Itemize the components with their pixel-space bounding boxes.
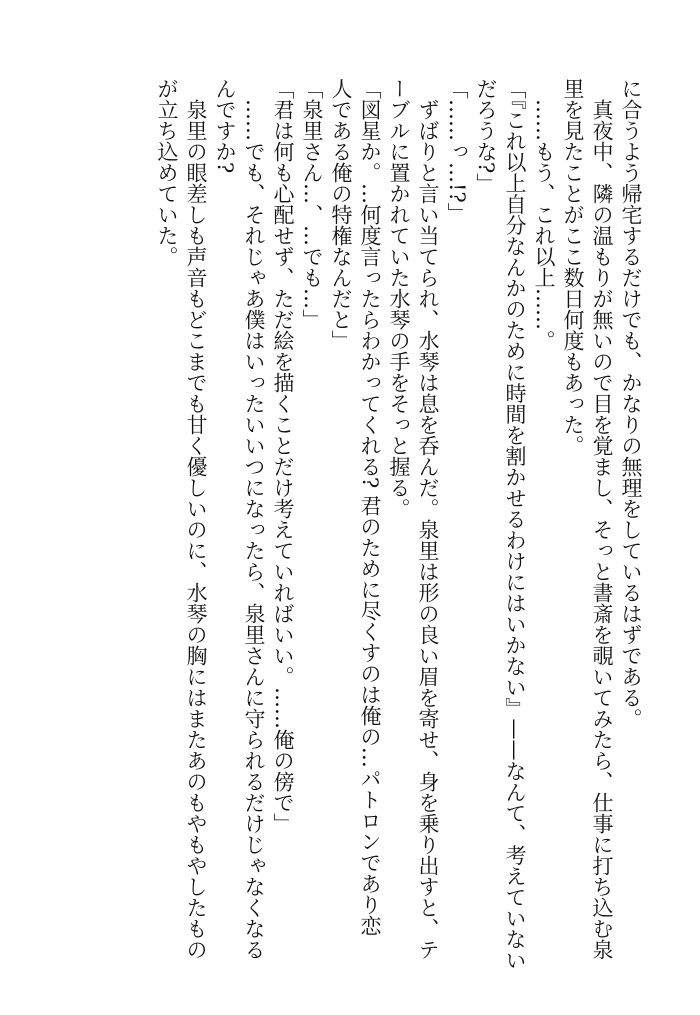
text-column: 「泉里さん…、…でも…」	[300, 78, 324, 330]
text-column: 泉里の眼差しも声音もどこまでも甘く優しいのに、水琴の胸にはまたあのもやもやしたもの	[184, 78, 208, 960]
text-column: に合うよう帰宅するだけでも、かなりの無理をしているはずである。	[619, 78, 643, 729]
text-column: ……もう、これ以上……。	[532, 78, 556, 351]
text-column: 真夜中、隣の温もりが無いので目を覚まし、そっと書斎を覗いてみたら、仕事に打ち込む泉	[590, 78, 614, 960]
text-column: が立ち込めていた。	[155, 78, 179, 267]
text-column: 「君は何も心配せず、ただ絵を描くことだけ考えていればいい。……俺の傍で」	[271, 78, 295, 834]
text-column: んですか?	[213, 78, 237, 174]
vertical-text-body	[45, 78, 645, 978]
text-column: 「『これ以上自分なんかのために時間を割かせるわけにはいかない』——なんて、考えていない	[503, 78, 527, 971]
text-column: ずばりと言い当てられ、水琴は息を呑んだ。泉里は形の良い眉を寄せ、身を乗り出すと、テ	[416, 78, 440, 960]
text-column: 里を見たことがここ数日何度もあった。	[561, 78, 585, 456]
text-column: 「……っ…!?」	[445, 78, 469, 224]
text-column: だろうな?」	[474, 78, 498, 195]
text-column: ーブルに置かれていた水琴の手をそっと握る。	[387, 78, 411, 519]
text-column: ……でも、それじゃあ僕はいったいいつになったら、泉里さんに守られるだけじゃなくなる	[242, 78, 266, 960]
text-column: 「図星か。…何度言ったらわかってくれる? 君のために尽くすのは俺の…パトロンであり恋	[358, 78, 382, 936]
text-column: 人である俺の特権なんだと」	[329, 78, 353, 351]
